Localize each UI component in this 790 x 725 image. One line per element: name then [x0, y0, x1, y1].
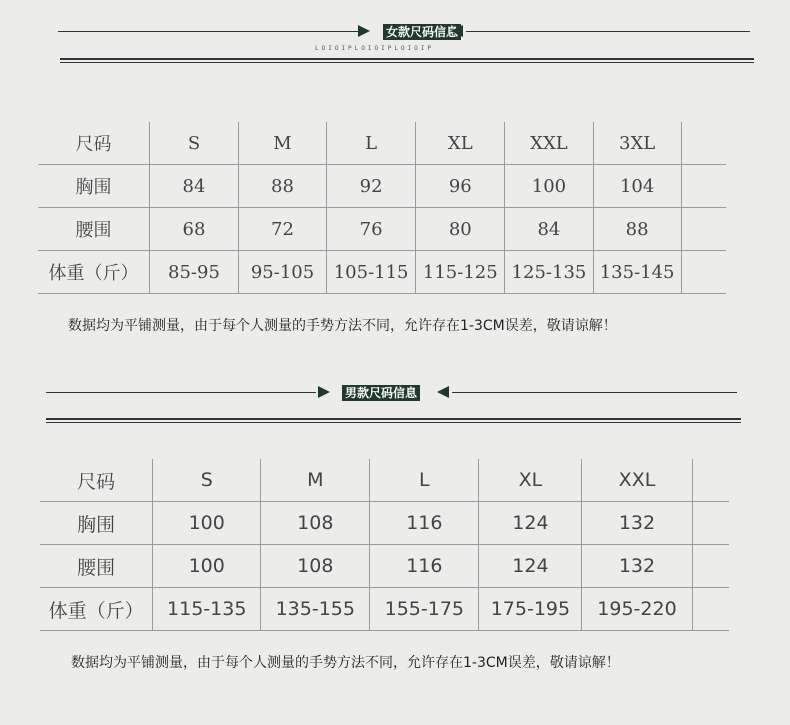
table-cell-empty: [681, 251, 726, 294]
table-cell: 88: [593, 208, 681, 251]
table-cell: 115-135: [153, 588, 261, 631]
arrow-right-icon: [358, 25, 370, 37]
table-cell: 84: [150, 165, 239, 208]
table-cell: 108: [261, 545, 370, 588]
table-cell: 100: [153, 502, 261, 545]
table-cell: 116: [370, 545, 479, 588]
arrow-left-icon: [451, 25, 463, 37]
row-label: 胸围: [38, 165, 150, 208]
table-cell: XXL: [505, 122, 593, 165]
table-cell: M: [238, 122, 326, 165]
table-cell: XXL: [582, 459, 692, 502]
table-cell: 195-220: [582, 588, 692, 631]
women-size-table: [38, 122, 726, 294]
table-cell-empty: [692, 502, 729, 545]
men-rule-right: [452, 392, 737, 393]
table-cell: 100: [153, 545, 261, 588]
table-header-row: [40, 459, 729, 502]
men-rule-left: [46, 392, 316, 393]
men-size-table: [40, 459, 729, 631]
table-cell: 76: [327, 208, 416, 251]
table-cell-empty: [692, 459, 729, 502]
men-note: 数据均为平铺测量，由于每个人测量的手势方法不同，允许存在1-3CM误差，敬请谅解！: [71, 655, 620, 671]
row-label: 尺码: [40, 459, 153, 502]
table-cell: 72: [238, 208, 326, 251]
table-row: [40, 502, 729, 545]
men-title: 男款尺码信息: [342, 385, 420, 401]
row-label: 胸围: [40, 502, 153, 545]
row-label: 腰围: [38, 208, 150, 251]
table-cell: 155-175: [370, 588, 479, 631]
men-rule-thick: [46, 418, 741, 420]
table-cell: 108: [261, 502, 370, 545]
row-label: 腰围: [40, 545, 153, 588]
table-cell: 135-155: [261, 588, 370, 631]
table-cell: 80: [416, 208, 505, 251]
women-rule-left: [58, 31, 358, 32]
women-rule-right: [466, 31, 750, 32]
table-cell: 3XL: [593, 122, 681, 165]
table-cell: 95-105: [238, 251, 326, 294]
table-cell: 105-115: [327, 251, 416, 294]
women-subtitle: LOIOIPLOIOIPLOIOIP: [315, 45, 435, 52]
table-cell: XL: [479, 459, 582, 502]
table-cell: L: [370, 459, 479, 502]
table-cell: 84: [505, 208, 593, 251]
table-cell: S: [153, 459, 261, 502]
table-row: [38, 208, 726, 251]
women-rule-thin: [60, 62, 754, 63]
table-cell: 104: [593, 165, 681, 208]
table-cell: L: [327, 122, 416, 165]
table-cell-empty: [681, 165, 726, 208]
women-rule-thick: [60, 58, 754, 60]
table-cell: 68: [150, 208, 239, 251]
table-cell: 132: [582, 502, 692, 545]
arrow-left-icon: [437, 386, 449, 398]
table-cell: 175-195: [479, 588, 582, 631]
table-cell: 88: [238, 165, 326, 208]
table-cell: 124: [479, 502, 582, 545]
table-cell-empty: [681, 122, 726, 165]
table-cell-empty: [692, 545, 729, 588]
women-note: 数据均为平铺测量，由于每个人测量的手势方法不同，允许存在1-3CM误差，敬请谅解！: [68, 318, 617, 334]
men-rule-thin: [46, 422, 741, 423]
table-cell: M: [261, 459, 370, 502]
row-label: 体重（斤）: [38, 251, 150, 294]
table-cell: 124: [479, 545, 582, 588]
table-cell-empty: [692, 588, 729, 631]
table-cell: 135-145: [593, 251, 681, 294]
table-cell: 115-125: [416, 251, 505, 294]
women-title: 女款尺码信息: [383, 24, 461, 40]
table-cell: XL: [416, 122, 505, 165]
row-label: 尺码: [38, 122, 150, 165]
table-cell: 92: [327, 165, 416, 208]
table-row: [38, 165, 726, 208]
table-cell: 96: [416, 165, 505, 208]
table-row: [38, 251, 726, 294]
table-cell-empty: [681, 208, 726, 251]
table-header-row: [38, 122, 726, 165]
table-row: [40, 588, 729, 631]
arrow-right-icon: [318, 386, 330, 398]
table-row: [40, 545, 729, 588]
table-cell: 100: [505, 165, 593, 208]
table-cell: S: [150, 122, 239, 165]
table-cell: 125-135: [505, 251, 593, 294]
row-label: 体重（斤）: [40, 588, 153, 631]
table-cell: 85-95: [150, 251, 239, 294]
table-cell: 132: [582, 545, 692, 588]
table-cell: 116: [370, 502, 479, 545]
